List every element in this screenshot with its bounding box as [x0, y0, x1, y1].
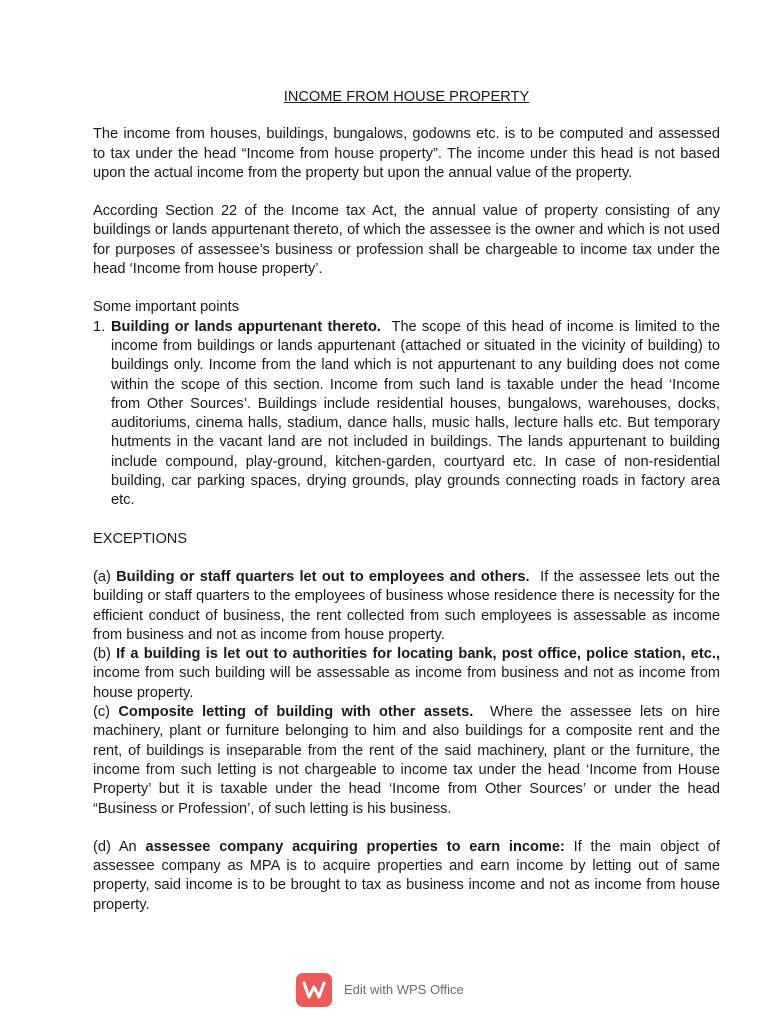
point-1-text: The scope of this head of income is limited to the income from buildings or lands appurtenant (attached or situated in the vicinity of building) to buildings only. Income from the land which is not appurtenant to any building does not come within the scope of this section. Income from such land is taxable under the head ‘Income from Other Sources’. Buildings include residential houses, bungalows, warehouses, docks, auditoriums, cinema halls, stadium, dance halls, music halls, lecture halls etc. But temporary hutments in the vacant land are not included in buildings. The lands appurtenant to building include compound, play-ground, kitchen-garden, courtyard etc. In case of non-residential building, car parking spaces, drying grounds, play grounds connecting roads in factory area etc. [111, 318, 721, 509]
exception-a-text: If the assessee lets out the building or staff quarters to the employees of business whose residence there is necessity for the efficient conduct of business, the rent collected from such employees is assessable as income from business and not as income from house property. [93, 568, 721, 643]
exceptions-heading: EXCEPTIONS [93, 530, 188, 547]
exception-d-label: (d) An [93, 838, 146, 855]
exception-d [93, 838, 720, 915]
points-heading: Some important points [93, 299, 240, 316]
wps-footer-text: Edit with WPS Office [344, 982, 464, 998]
exception-c-heading: Composite letting of building with other assets. [118, 704, 474, 721]
exception-c-text: Where the assessee lets on hire machinery, plant or furniture belonging to him and also buildings for a composite rent and the rent, of buildings is inseparable from the rent of the said machinery, plant or the furniture, the income from such letting is not chargeable to income tax under the head ‘Income from House Property’ but it is taxable under the head ‘Income from Other Sources’ or under the head “Business or Profession’, of such letting is his business. [93, 704, 720, 817]
exception-a-label: (a) [93, 568, 117, 585]
exception-a-heading: Building or staff quarters let out to employees and others. [116, 568, 530, 585]
point-1-number: 1. [93, 318, 106, 335]
intro-paragraph: The income from houses, buildings, bungalows, godowns etc. is to be computed and assessed to tax under the head “Income from house property”. The income under this head is not based upon the actual income from the property but upon the annual value of the property. [93, 126, 720, 181]
exception-b-text: income from such building will be assessable as income from business and not as income from house property. [93, 665, 720, 701]
exception-b-label: (b) [93, 646, 117, 663]
document-page [93, 88, 720, 915]
exception-a [93, 568, 720, 645]
exception-c [93, 703, 720, 819]
exception-b-heading: If a building is let out to authorities for locating bank, post office, police station, etc., [116, 646, 720, 663]
exception-d-text: If the main object of assessee company as MPA is to acquire properties and earn income by letting out of same property, said income is to be brought to tax as business income and not as income from house property. [93, 838, 720, 913]
exception-d-heading: assessee company acquiring properties to earn income: [145, 838, 565, 855]
document-title: INCOME FROM HOUSE PROPERTY [283, 89, 530, 105]
wps-footer[interactable] [296, 973, 464, 1007]
point-1-body [111, 318, 720, 511]
exception-b [93, 645, 720, 703]
wps-logo-icon [296, 973, 332, 1007]
point-1-heading: Building or lands appurtenant thereto. [111, 318, 381, 335]
point-1 [93, 318, 720, 511]
exception-c-label: (c) [93, 704, 119, 721]
section22-paragraph: According Section 22 of the Income tax Act, the annual value of property consisting of any buildings or lands appurtenant thereto, of which the assessee is the owner and which is not used for purposes of assessee’s business or profession shall be chargeable to income tax under the head ‘Income from house property’. [93, 203, 720, 278]
